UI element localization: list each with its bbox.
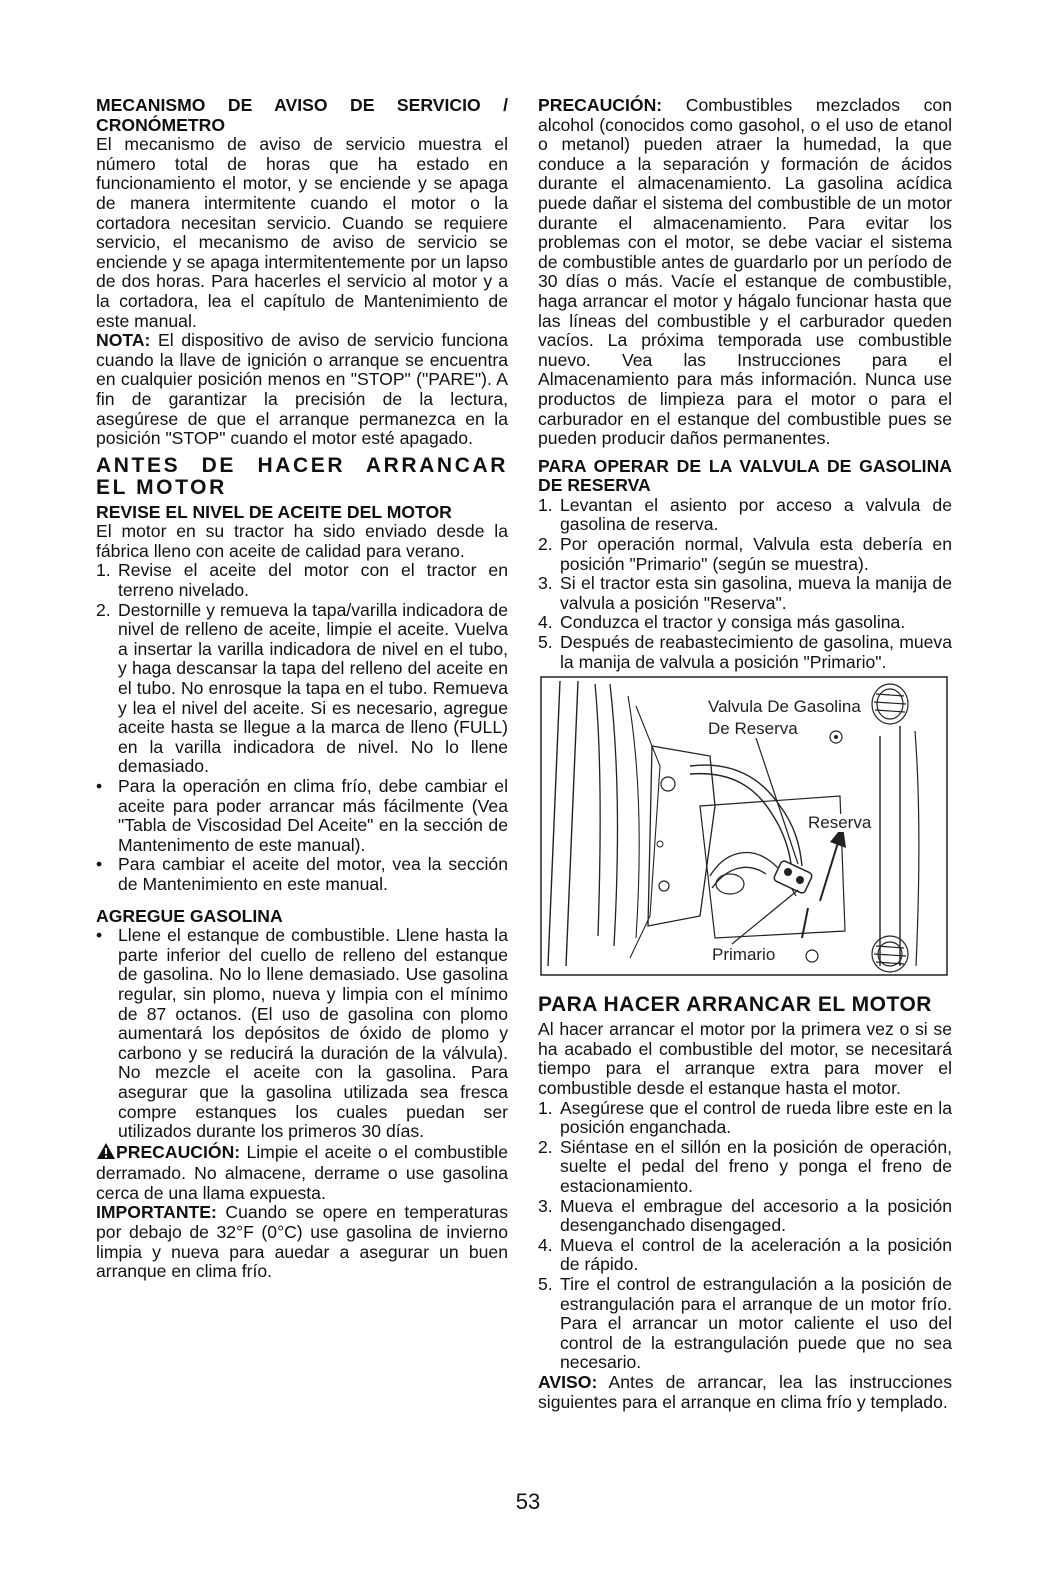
- check-oil-list: [96, 561, 508, 894]
- list-marker: •: [96, 925, 103, 946]
- service-timer-note: [96, 331, 508, 449]
- check-oil-paragraph: El motor en su tractor ha sido enviado desde la fábrica lleno con aceite de calidad para verano.: [96, 521, 508, 561]
- notice-text: Antes de arrancar, lea las instrucciones siguientes para el arranque en clima frío y templado.: [538, 1371, 952, 1412]
- left-column: [96, 96, 508, 1282]
- list-marker: 1.: [538, 1097, 553, 1118]
- notice-label: AVISO:: [538, 1371, 598, 1392]
- reserve-valve-figure: [540, 676, 948, 976]
- list-item: [96, 777, 508, 855]
- list-text: Por operación normal, Valvula esta debería en posición "Primario" (según se muestra).: [560, 534, 952, 574]
- caution-text: Limpie el aceite o el combustible derramado. No almacene, derrame o use gasolina cerca de una llama expuesta.: [96, 1141, 508, 1203]
- list-text: Siéntase en el sillón en la posición de operación, suelte el pedal del freno y ponga el freno de estacionamiento.: [560, 1136, 952, 1196]
- section-title-reserve-valve: PARA OPERAR DE LA VALVULA DE GASOLINA DE RESERVA: [538, 455, 952, 496]
- list-item: [538, 1275, 952, 1373]
- list-marker: 2.: [538, 534, 553, 555]
- list-item: [538, 1099, 952, 1138]
- important-text: Cuando se opere en temperaturas por debajo de 32°F (0°C) use gasolina de invierno limpia y nueva para auedar a asegurar un buen arranque en clima frío.: [96, 1202, 508, 1282]
- note-label: NOTA:: [96, 330, 151, 351]
- list-item: [538, 1138, 952, 1197]
- list-text: Levantan el asiento por acceso a valvula de gasolina de reserva.: [560, 494, 952, 535]
- label-valve-line-2: De Reserva: [708, 719, 798, 739]
- page-number: 53: [515, 1489, 541, 1514]
- right-column: [538, 96, 952, 1412]
- list-item: [96, 855, 508, 894]
- list-marker: 1.: [96, 560, 111, 581]
- list-marker: 3.: [538, 1195, 553, 1216]
- list-marker: 4.: [538, 1234, 553, 1255]
- list-item: [538, 1236, 952, 1275]
- list-item: [96, 601, 508, 777]
- caution-label: PRECAUCIÓN:: [538, 95, 663, 115]
- list-text: Conduzca el tractor y consiga más gasolina.: [560, 612, 906, 633]
- important-label: IMPORTANTE:: [96, 1202, 217, 1223]
- list-marker: •: [96, 854, 103, 875]
- list-text: Mueva el control de la aceleración a la posición de rápido.: [560, 1234, 952, 1275]
- section-title-before-starting: ANTES DE HACER ARRANCAR EL MOTOR: [96, 453, 508, 499]
- list-text: Para cambiar el aceite del motor, vea la sección de Mantenimiento en este manual.: [118, 854, 508, 894]
- reserve-valve-list: [538, 496, 952, 672]
- list-marker: 5.: [538, 632, 553, 653]
- warning-triangle-icon: [96, 1142, 116, 1165]
- list-item: [538, 613, 952, 633]
- list-marker: 2.: [96, 599, 111, 620]
- list-marker: •: [96, 776, 103, 796]
- caution-text: Combustibles mezclados con alcohol (conocidos como gasohol, o el uso de etanol o metanol) pueden atraer la humedad, la que conduce a la separación y formación de ácidos durante el almacenamiento. La gasolina acídica puede dañar el sistema del combustible de un motor durante el almacenamiento. Para evitar los problemas con el motor, se debe vaciar el sistema de combustible antes de guardarlo por un período de 30 días o más. Vacíe el estanque de combustible, haga arrancar el motor y hágalo funcionar hasta que las líneas del combustible y el carburador queden vacíos. La próxima temporada use combustible nuevo. Vea las Instrucciones para el Almacenamiento para más información. Nunca use productos de limpieza para el motor o para el carburador en el estanque del combustible pues se pueden producir daños permanentes.: [538, 95, 952, 449]
- label-valve-line-1: Valvula De Gasolina: [708, 697, 861, 717]
- list-marker: 4.: [538, 612, 553, 633]
- list-text: Revise el aceite del motor con el tractor en terreno nivelado.: [118, 560, 508, 601]
- note-text: El dispositivo de aviso de servicio funciona cuando la llave de ignición o arranque se encuentra en cualquier posición menos en "STOP" ("PARE"). A fin de garantizar la precisión de la lectura, asegúrese de que el arranque permanezca en la posición "STOP" cuando el motor esté apagado.: [96, 330, 508, 449]
- section-title-service-timer: MECANISMO DE AVISO DE SERVICIO / CRONÓMETRO: [96, 95, 508, 135]
- fuel-caution: [96, 1142, 508, 1204]
- caution-label: PRECAUCIÓN:: [116, 1141, 241, 1162]
- list-text: Para la operación en clima frío, debe cambiar el aceite para poder arrancar más fácilmente (Vea "Tabla de Viscosidad Del Aceite" en la sección de Mantenimento de este manual).: [118, 776, 508, 855]
- list-text: Asegúrese que el control de rueda libre este en la posición enganchada.: [560, 1097, 952, 1138]
- section-title-add-fuel: AGREGUE GASOLINA: [96, 905, 283, 926]
- list-marker: 2.: [538, 1136, 553, 1157]
- list-text: Tire el control de estrangulación a la posición de estrangulación para el arranque de un motor frío. Para el arrancar un motor caliente el uso del control de la estrangulación puede que no sea necesario.: [560, 1273, 952, 1373]
- list-item: [538, 633, 952, 672]
- fuel-important: [96, 1203, 508, 1281]
- list-item: [538, 496, 952, 535]
- start-engine-notice: [538, 1373, 952, 1412]
- section-title-check-oil: REVISE EL NIVEL DE ACEITE DEL MOTOR: [96, 501, 452, 522]
- list-item: [538, 535, 952, 574]
- start-engine-paragraph: Al hacer arrancar el motor por la primera vez o si se ha acabado el combustible del motor, se necesitará tiempo para el arranque extra para mover el combustible desde el estanque hasta el motor.: [538, 1019, 952, 1098]
- list-item: [538, 574, 952, 613]
- list-marker: 3.: [538, 573, 553, 594]
- list-text: Llene el estanque de combustible. Llene hasta la parte inferior del cuello de relleno del estanque de gasolina. No lo llene demasiado. Use gasolina regular, sin plomo, nueva y limpia con el mínimo de 87 octanos. (El uso de gasolina con plomo aumentará los depósitos de óxido de plomo y carbono y se reducirá la duración de la válvula). No mezcle el aceite con la gasolina. Para asegurar que la gasolina utilizada sea fresca compre estanques los cuales puedan ser utilizados durante los primeros 30 días.: [118, 925, 508, 1142]
- list-text: Mueva el embrague del accesorio a la posición desenganchado disengaged.: [560, 1195, 952, 1236]
- label-primary: Primario: [712, 945, 776, 965]
- list-marker: 5.: [538, 1273, 553, 1294]
- list-item: [538, 1197, 952, 1236]
- list-marker: 1.: [538, 494, 553, 515]
- section-title-start-engine: PARA HACER ARRANCAR EL MOTOR: [538, 993, 932, 1017]
- list-text: Si el tractor esta sin gasolina, mueva la manija de valvula a posición "Reserva".: [560, 573, 952, 613]
- alcohol-fuel-caution: [538, 96, 952, 449]
- add-fuel-list: [96, 926, 508, 1142]
- start-engine-list: [538, 1099, 952, 1373]
- list-item: [96, 926, 508, 1142]
- list-text: Después de reabastecimiento de gasolina, mueva la manija de valvula a posición "Primario".: [560, 632, 952, 672]
- list-text: Destornille y remueva la tapa/varilla indicadora de nivel de relleno de aceite, limpie el aceite. Vuelva a insertar la varilla indicadora de nivel en el tubo, y haga descansar la tapa del relleno del aceite en el tubo. No enrosque la tapa en el tubo. Remueva y lea el nivel del aceite. Si es necesario, agregue aceite hasta se llegue a la marca de lleno (FULL) en la varilla indicadora de nivel. No lo llene demasiado.: [118, 599, 508, 777]
- list-item: [96, 561, 508, 600]
- label-reserve: Reserva: [808, 813, 872, 833]
- service-timer-paragraph: El mecanismo de aviso de servicio muestra el número total de horas que ha estado en funcionamiento el motor, y se enciende y se apaga de manera intermitente cuando el motor o la cortadora necesitan servicio. Cuando se requiere servicio, el mecanismo de aviso de servicio se enciende y se apaga intermitentemente por un lapso de dos horas. Para hacerles el servicio al motor y a la cortadora, lea el capítulo de Mantenimiento de este manual.: [96, 134, 508, 331]
